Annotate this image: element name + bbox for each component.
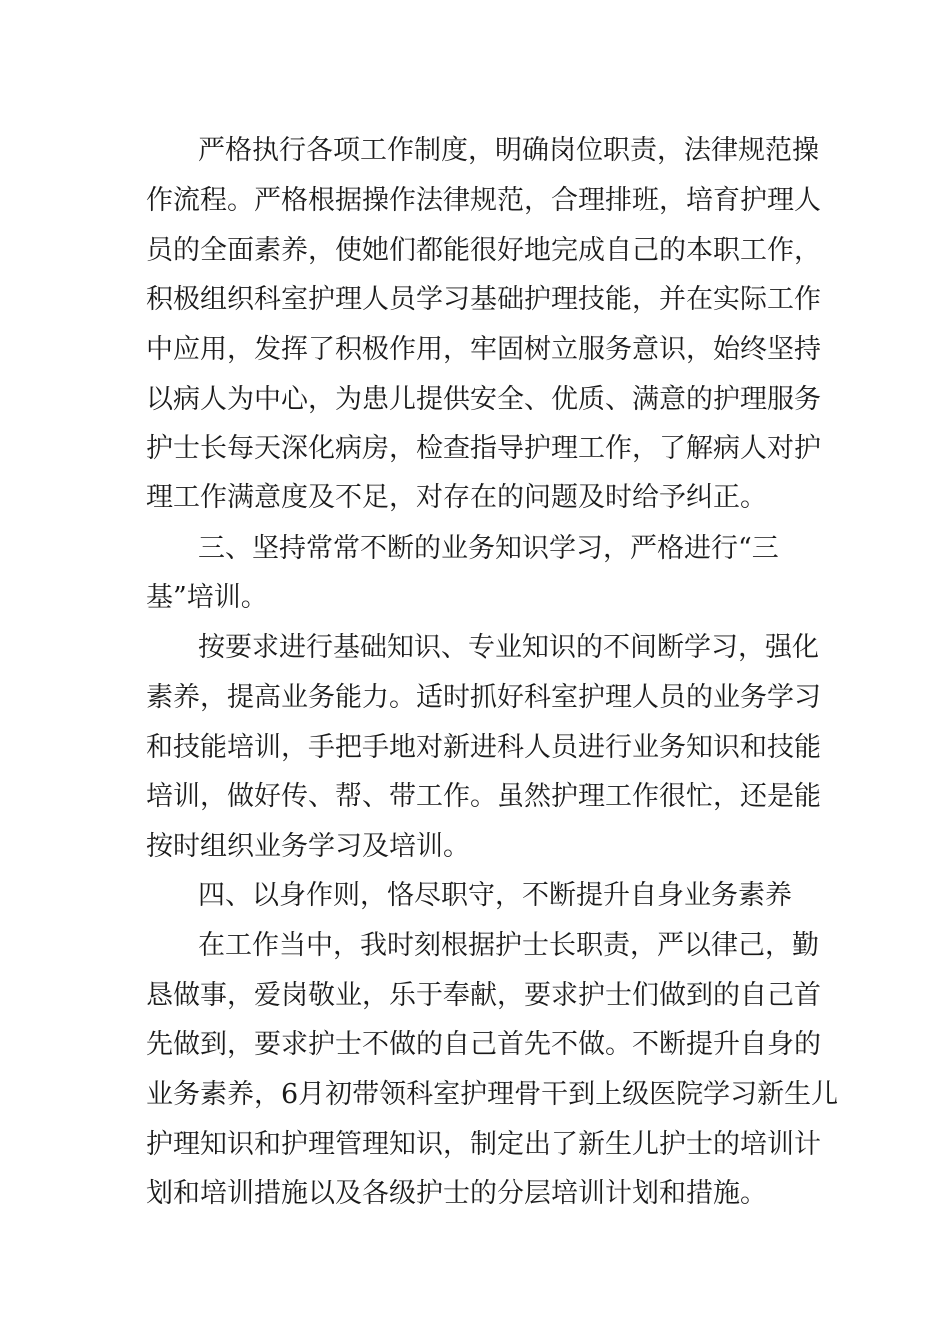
paragraph-1-line-6: 以病人为中心，为患儿提供安全、优质、满意的护理服务 (146, 384, 821, 415)
paragraph-5-line-1: 在工作当中，我时刻根据护士长职责，严以律己，勤 (198, 930, 819, 961)
section-3-heading-line-1: 三、坚持常常不断的业务知识学习，严格进行“三 (198, 533, 779, 564)
section-4-heading: 四、以身作则，恪尽职守，不断提升自身业务素养 (198, 880, 792, 911)
paragraph-1-line-2: 作流程。严格根据操作法律规范，合理排班，培育护理人 (146, 185, 821, 216)
paragraph-3-line-1: 按要求进行基础知识、专业知识的不间断学习，强化 (198, 632, 819, 663)
paragraph-3-line-3: 和技能培训，手把手地对新进科人员进行业务知识和技能 (146, 732, 821, 763)
section-3-heading-line-2: 基”培训。 (146, 582, 268, 613)
paragraph-1-line-8: 理工作满意度及不足，对存在的问题及时给予纠正。 (146, 482, 767, 513)
paragraph-5-line-6: 划和培训措施以及各级护士的分层培训计划和措施。 (146, 1178, 767, 1209)
paragraph-1-line-4: 积极组织科室护理人员学习基础护理技能，并在实际工作 (146, 284, 821, 315)
paragraph-5-line-5: 护理知识和护理管理知识，制定出了新生儿护士的培训计 (146, 1129, 821, 1160)
paragraph-3-line-4: 培训，做好传、帮、带工作。虽然护理工作很忙，还是能 (146, 781, 821, 812)
paragraph-1-line-7: 护士长每天深化病房，检查指导护理工作，了解病人对护 (146, 433, 821, 464)
paragraph-1-line-5: 中应用，发挥了积极作用，牢固树立服务意识，始终坚持 (146, 334, 821, 365)
paragraph-5-line-4: 业务素养，6月初带领科室护理骨干到上级医院学习新生儿 (146, 1079, 839, 1110)
paragraph-1-line-1: 严格执行各项工作制度，明确岗位职责，法律规范操 (198, 135, 819, 166)
paragraph-1-line-3: 员的全面素养，使她们都能很好地完成自己的本职工作， (146, 235, 821, 266)
paragraph-3-line-2: 素养，提高业务能力。适时抓好科室护理人员的业务学习 (146, 682, 821, 713)
paragraph-5-line-2: 恳做事，爱岗敬业，乐于奉献，要求护士们做到的自己首 (146, 980, 821, 1011)
paragraph-5-line-3: 先做到，要求护士不做的自己首先不做。不断提升自身的 (146, 1029, 821, 1060)
paragraph-3-line-5: 按时组织业务学习及培训。 (146, 831, 470, 862)
